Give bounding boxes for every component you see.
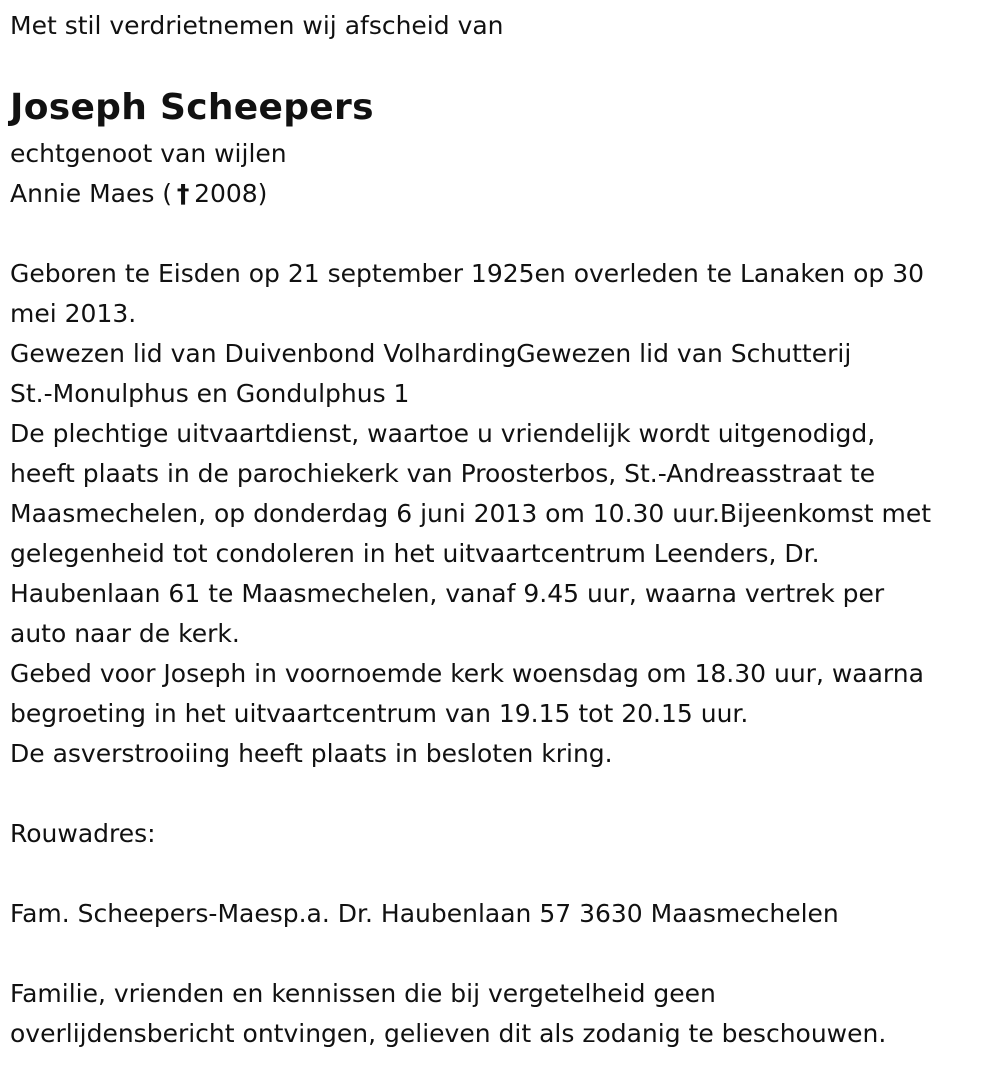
body-line: De plechtige uitvaartdienst, waartoe u vriendelijk wordt uitgenodigd,	[10, 419, 876, 448]
body-line: De asverstrooiing heeft plaats in besloten kring.	[10, 739, 613, 768]
body-line: heeft plaats in de parochiekerk van Proosterbos, St.-Andreasstraat te	[10, 459, 876, 488]
spouse-relation: echtgenoot van wijlen	[10, 139, 287, 168]
body-line: gelegenheid tot condoleren in het uitvaartcentrum Leenders, Dr.	[10, 539, 820, 568]
intro-text: Met stil verdrietnemen wij afscheid van	[10, 11, 504, 40]
body-line: Haubenlaan 61 te Maasmechelen, vanaf 9.45 uur, waarna vertrek per	[10, 579, 885, 608]
spouse-death-year: 2008)	[194, 179, 268, 208]
spouse-name-line	[10, 174, 990, 214]
body-line: begroeting in het uitvaartcentrum van 19.15 tot 20.15 uur.	[10, 699, 749, 728]
spouse-name: Annie Maes (	[10, 179, 173, 208]
closing-line: overlijdensbericht ontvingen, gelieven dit als zodanig te beschouwen.	[10, 1019, 887, 1048]
mourning-address: Fam. Scheepers-Maesp.a. Dr. Haubenlaan 57 3630 Maasmechelen	[10, 899, 839, 928]
deceased-name: Joseph Scheepers	[10, 87, 374, 128]
body-line: auto naar de kerk.	[10, 619, 240, 648]
body-line: Maasmechelen, op donderdag 6 juni 2013 om 10.30 uur.Bijeenkomst met	[10, 499, 932, 528]
body-line: St.-Monulphus en Gondulphus 1	[10, 379, 410, 408]
closing-note	[10, 974, 990, 1054]
spacer	[10, 934, 990, 974]
body-line: Geboren te Eisden op 21 september 1925en overleden te Lanaken op 30	[10, 259, 925, 288]
body-line: mei 2013.	[10, 299, 137, 328]
body-line: Gebed voor Joseph in voornoemde kerk woensdag om 18.30 uur, waarna	[10, 659, 924, 688]
spacer	[10, 854, 990, 894]
cross-icon: †	[176, 179, 190, 208]
spacer	[10, 774, 990, 814]
notice-body	[10, 254, 990, 774]
mourning-address-label: Rouwadres:	[10, 819, 156, 848]
closing-line: Familie, vrienden en kennissen die bij vergetelheid geen	[10, 979, 716, 1008]
body-line: Gewezen lid van Duivenbond VolhardingGewezen lid van Schutterij	[10, 339, 852, 368]
spacer	[10, 214, 990, 254]
